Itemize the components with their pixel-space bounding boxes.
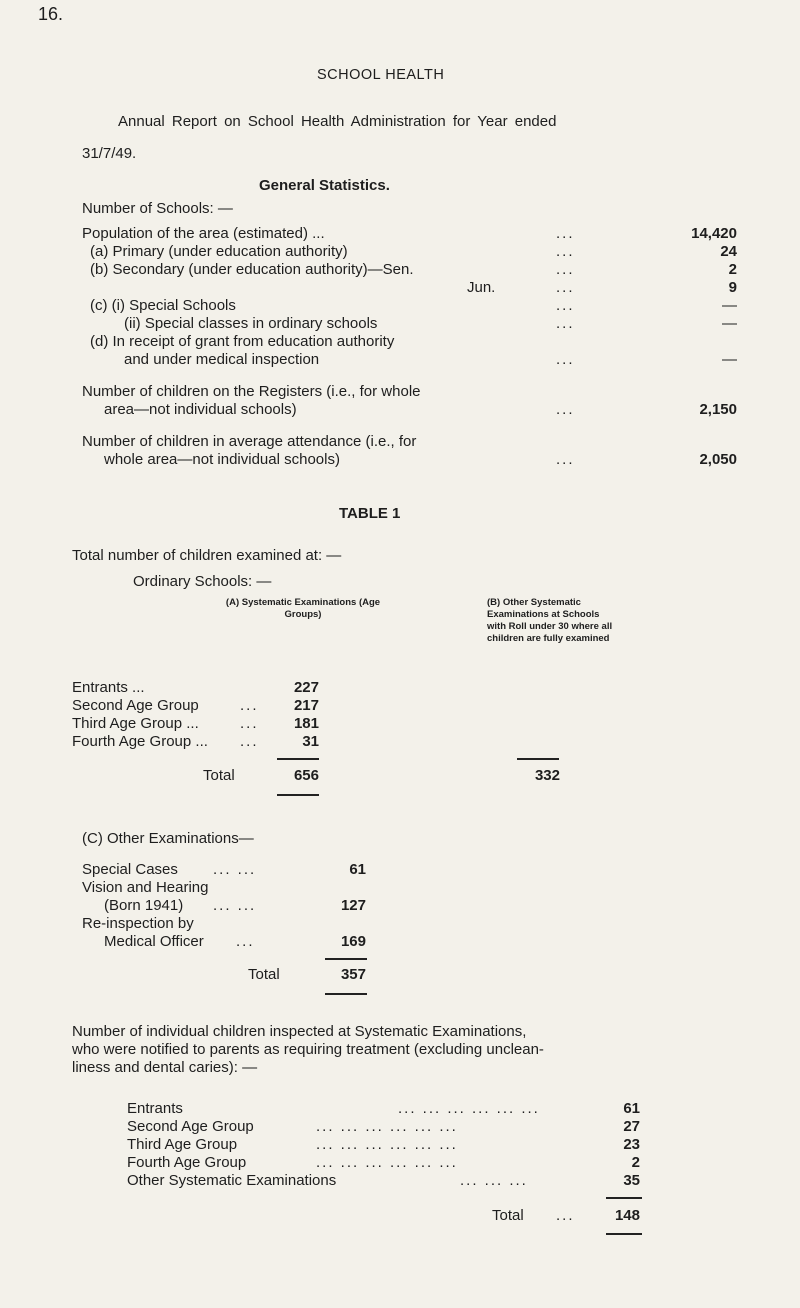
treatment-row-label: Other Systematic Examinations — [127, 1172, 337, 1189]
grant-label: and under medical inspection — [124, 351, 320, 368]
leader-dots: ... ... ... — [460, 1172, 528, 1189]
attendance-line1: Number of children in average attendance (i.e., for — [82, 433, 417, 450]
report-title-line1: Annual Report on School Health Administration for Year ended — [118, 113, 557, 130]
special-schools-value: — — [722, 297, 737, 314]
treatment-row-value: 23 — [623, 1136, 640, 1153]
rule — [517, 758, 559, 760]
secondary-label: (b) Secondary (under education authority)—Sen. — [90, 261, 414, 278]
treatment-row-value: 61 — [623, 1100, 640, 1117]
leader-dots: ... ... — [213, 861, 257, 878]
treatment-row-value: 35 — [623, 1172, 640, 1189]
row-value: 31 — [302, 733, 319, 750]
vision-line1: Vision and Hearing — [82, 879, 209, 896]
reinspection-value: 169 — [340, 933, 366, 950]
reinspection-line1: Re-inspection by — [82, 915, 194, 932]
other-exams-total-value: 357 — [340, 966, 366, 983]
secondary-jun-label: Jun. — [467, 279, 496, 296]
total-label: Total — [248, 966, 280, 983]
registers-value: 2,150 — [699, 401, 737, 418]
col-b-header: (B) Other Systematic Examinations at Schools with Roll under 30 where all children are fully examined — [487, 597, 613, 644]
special-cases-label: Special Cases — [82, 861, 178, 878]
schools-label: Number of Schools: — — [82, 200, 233, 217]
vision-label: (Born 1941) — [104, 897, 184, 914]
vision-value: 127 — [340, 897, 366, 914]
rule — [325, 958, 367, 960]
row-value: 181 — [293, 715, 319, 732]
attendance-value: 2,050 — [699, 451, 737, 468]
total-a-value: 656 — [293, 767, 319, 784]
population-label: Population of the area (estimated) ... — [82, 225, 325, 242]
special-schools-label: (c) (i) Special Schools — [90, 297, 236, 314]
rule — [606, 1233, 642, 1235]
leader-dots: ... ... ... ... ... ... — [316, 1154, 458, 1171]
secondary-value: 2 — [728, 261, 737, 278]
treatment-para-line2: who were notified to parents as requiring treatment (excluding unclean- — [72, 1041, 544, 1058]
treatment-row-label: Third Age Group — [127, 1136, 238, 1153]
leader-dots: ... — [556, 401, 575, 418]
rule — [325, 993, 367, 995]
row-label: Fourth Age Group ... — [72, 733, 208, 750]
primary-label: (a) Primary (under education authority) — [90, 243, 348, 260]
total-label: Total — [492, 1207, 524, 1224]
attendance-label: whole area—not individual schools) — [104, 451, 340, 468]
treatment-row-value: 27 — [623, 1118, 640, 1135]
leader-dots: ... ... ... ... ... ... — [316, 1118, 458, 1135]
treatment-total-value: 148 — [614, 1207, 640, 1224]
leader-dots: ... — [556, 315, 575, 332]
leader-dots: ... — [240, 697, 259, 714]
page-heading: SCHOOL HEALTH — [317, 67, 445, 83]
secondary-jun-value: 9 — [728, 279, 737, 296]
leader-dots: ... — [556, 1207, 575, 1224]
reinspection-label: Medical Officer — [104, 933, 204, 950]
rule — [277, 794, 319, 796]
leader-dots: ... ... — [213, 897, 257, 914]
registers-label: area—not individual schools) — [104, 401, 297, 418]
leader-dots: ... — [556, 451, 575, 468]
general-statistics-title: General Statistics. — [259, 177, 390, 194]
primary-value: 24 — [720, 243, 737, 260]
special-cases-value: 61 — [349, 861, 366, 878]
row-value: 217 — [293, 697, 319, 714]
treatment-para-line3: liness and dental caries): — — [72, 1059, 258, 1076]
leader-dots: ... — [556, 297, 575, 314]
treatment-row-value: 2 — [631, 1154, 640, 1171]
leader-dots: ... — [236, 933, 255, 950]
treatment-row-label: Second Age Group — [127, 1118, 254, 1135]
ordinary-schools-label: Ordinary Schools: — — [133, 573, 272, 590]
row-label: Entrants ... — [72, 679, 145, 696]
other-exams-title: (C) Other Examinations— — [82, 830, 254, 847]
treatment-para-line1: Number of individual children inspected at Systematic Examinations, — [72, 1023, 527, 1040]
leader-dots: ... — [556, 279, 575, 296]
row-label: Third Age Group ... — [72, 715, 199, 732]
treatment-row-label: Entrants — [127, 1100, 183, 1117]
leader-dots: ... ... ... ... ... ... — [316, 1136, 458, 1153]
grant-value: — — [722, 351, 737, 368]
treatment-row-label: Fourth Age Group — [127, 1154, 247, 1171]
leader-dots: ... — [556, 351, 575, 368]
leader-dots: ... — [556, 261, 575, 278]
leader-dots: ... ... ... ... ... ... — [398, 1100, 540, 1117]
special-classes-value: — — [722, 315, 737, 332]
rule — [606, 1197, 642, 1199]
leader-dots: ... — [556, 225, 575, 242]
page-number: 16. — [38, 4, 64, 24]
total-label: Total — [203, 767, 235, 784]
leader-dots: ... — [556, 243, 575, 260]
leader-dots: ... — [240, 715, 259, 732]
total-examined-label: Total number of children examined at: — — [72, 547, 342, 564]
col-a-header: (A) Systematic Examinations (Age Groups) — [225, 597, 381, 620]
total-b-value: 332 — [534, 767, 560, 784]
registers-line1: Number of children on the Registers (i.e., for whole — [82, 383, 421, 400]
table-title: TABLE 1 — [339, 505, 401, 522]
rule — [277, 758, 319, 760]
special-classes-label: (ii) Special classes in ordinary schools — [124, 315, 378, 332]
row-label: Second Age Group — [72, 697, 199, 714]
population-value: 14,420 — [691, 225, 737, 242]
leader-dots: ... — [240, 733, 259, 750]
report-title-line2: 31/7/49. — [82, 145, 137, 162]
grant-line1: (d) In receipt of grant from education authority — [90, 333, 395, 350]
row-value: 227 — [293, 679, 319, 696]
